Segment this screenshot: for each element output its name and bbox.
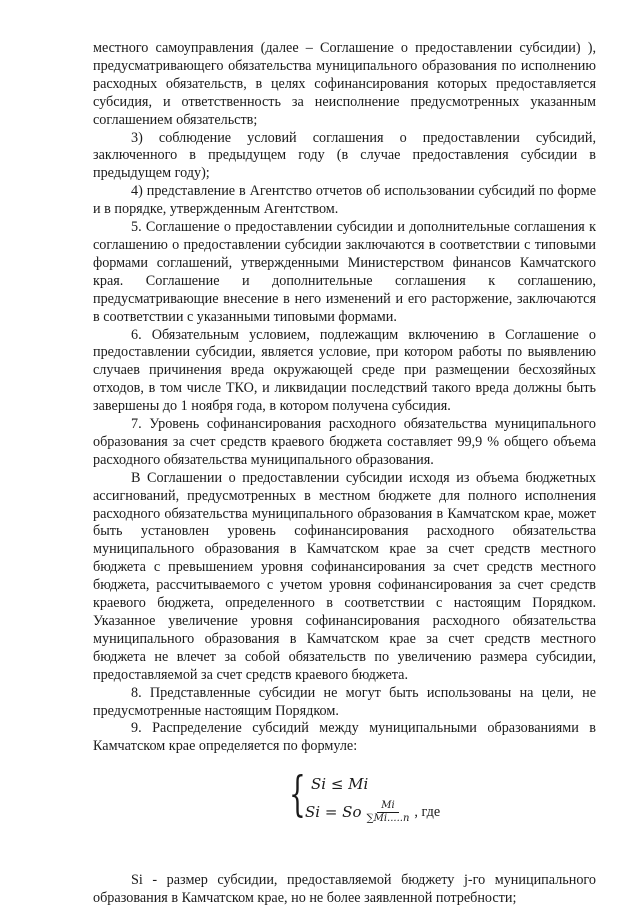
formula-lhs: Si = So bbox=[305, 802, 362, 821]
paragraph: 9. Распределение субсидий между муниципальными образованиями в Камчатском крае определяется по формуле: bbox=[93, 720, 596, 755]
formula-line-1: Si ≤ Mi bbox=[311, 775, 369, 794]
body-text-bottom bbox=[93, 872, 596, 908]
formula-line-2 bbox=[305, 800, 440, 825]
body-text-top bbox=[93, 40, 596, 756]
formula-fraction bbox=[364, 800, 411, 825]
document-page bbox=[93, 40, 596, 908]
paragraph: 8. Представленные субсидии не могут быть использованы на цели, не предусмотренные настоящим Порядком. bbox=[93, 684, 596, 719]
formula-suffix: , где bbox=[414, 803, 441, 820]
fraction-numerator: Mi bbox=[377, 800, 398, 813]
paragraph: 3) соблюдение условий соглашения о предоставлении субсидий, заключенного в предыдущем году (в случае предоставления субсидии в предыдущем году); bbox=[93, 129, 596, 182]
system-brace-icon: { bbox=[289, 766, 306, 823]
paragraph: 7. Уровень софинансирования расходного обязательства муниципального образования за счет средств краевого бюджета составляет 99,9 % общего объема расходного обязательства муниципального образования. bbox=[93, 416, 596, 468]
formula-block bbox=[93, 766, 596, 838]
paragraph: Si - размер субсидии, предоставляемой бюджету j-го муниципального образования в Камчатском крае, но не более заявленной потребности; bbox=[93, 872, 596, 907]
paragraph: 6. Обязательным условием, подлежащим включению в Соглашение о предоставлении субсидии, является условие, при котором работы по выявлению случаев причинения вреда окружающей среде при размещении бесхозяйных отходов, в том числе ТКО, и ликвидации последствий такого вреда должны быть завершены до 1 ноября года, в котором получена субсидия. bbox=[93, 326, 596, 415]
paragraph: 4) представление в Агентство отчетов об использовании субсидий по форме и в порядке, утвержденным Агентством. bbox=[93, 183, 596, 218]
fraction-denominator: ∑Mi.....n bbox=[366, 813, 410, 825]
paragraph: местного самоуправления (далее – Соглашение о предоставлении субсидии) ), предусматривающего обязательства муниципального образования по исполнению расходных обязательств, в целях софинансирования которых предоставляется субсидия, и ответственность за неисполнение предусмотренных указанным соглашением обязательств; bbox=[93, 40, 596, 128]
paragraph: В Соглашении о предоставлении субсидии исходя из объема бюджетных ассигнований, предусмотренных в местном бюджете для полного исполнения расходного обязательства муниципального образования в Камчатском крае, может быть установлен уровень софинансирования расходного обязательства муниципального образования в Камчатском крае за счет средств местного бюджета с превышением уровня софинансирования за счет средств местного бюджета, рассчитываемого с учетом уровня софинансирования за счет средств краевого бюджета, определенного в соответствии с настоящим Порядком. Указанное увеличение уровня софинансирования расходного обязательства муниципального образования в Камчатском крае за счет средств местного бюджета не влечет за собой обязательств по увеличению размера субсидии, предоставляемой за счет средств краевого бюджета. bbox=[93, 469, 596, 683]
paragraph: 5. Соглашение о предоставлении субсидии и дополнительные соглашения к соглашению о предоставлении субсидии заключаются в соответствии с типовыми формами соглашений, утвержденными Министерством финансов Камчатского края. Соглашение и дополнительные соглашения к соглашению, предусматривающие внесение в него изменений и его расторжение, заключаются в соответствии с указанными типовыми формами. bbox=[93, 219, 596, 325]
